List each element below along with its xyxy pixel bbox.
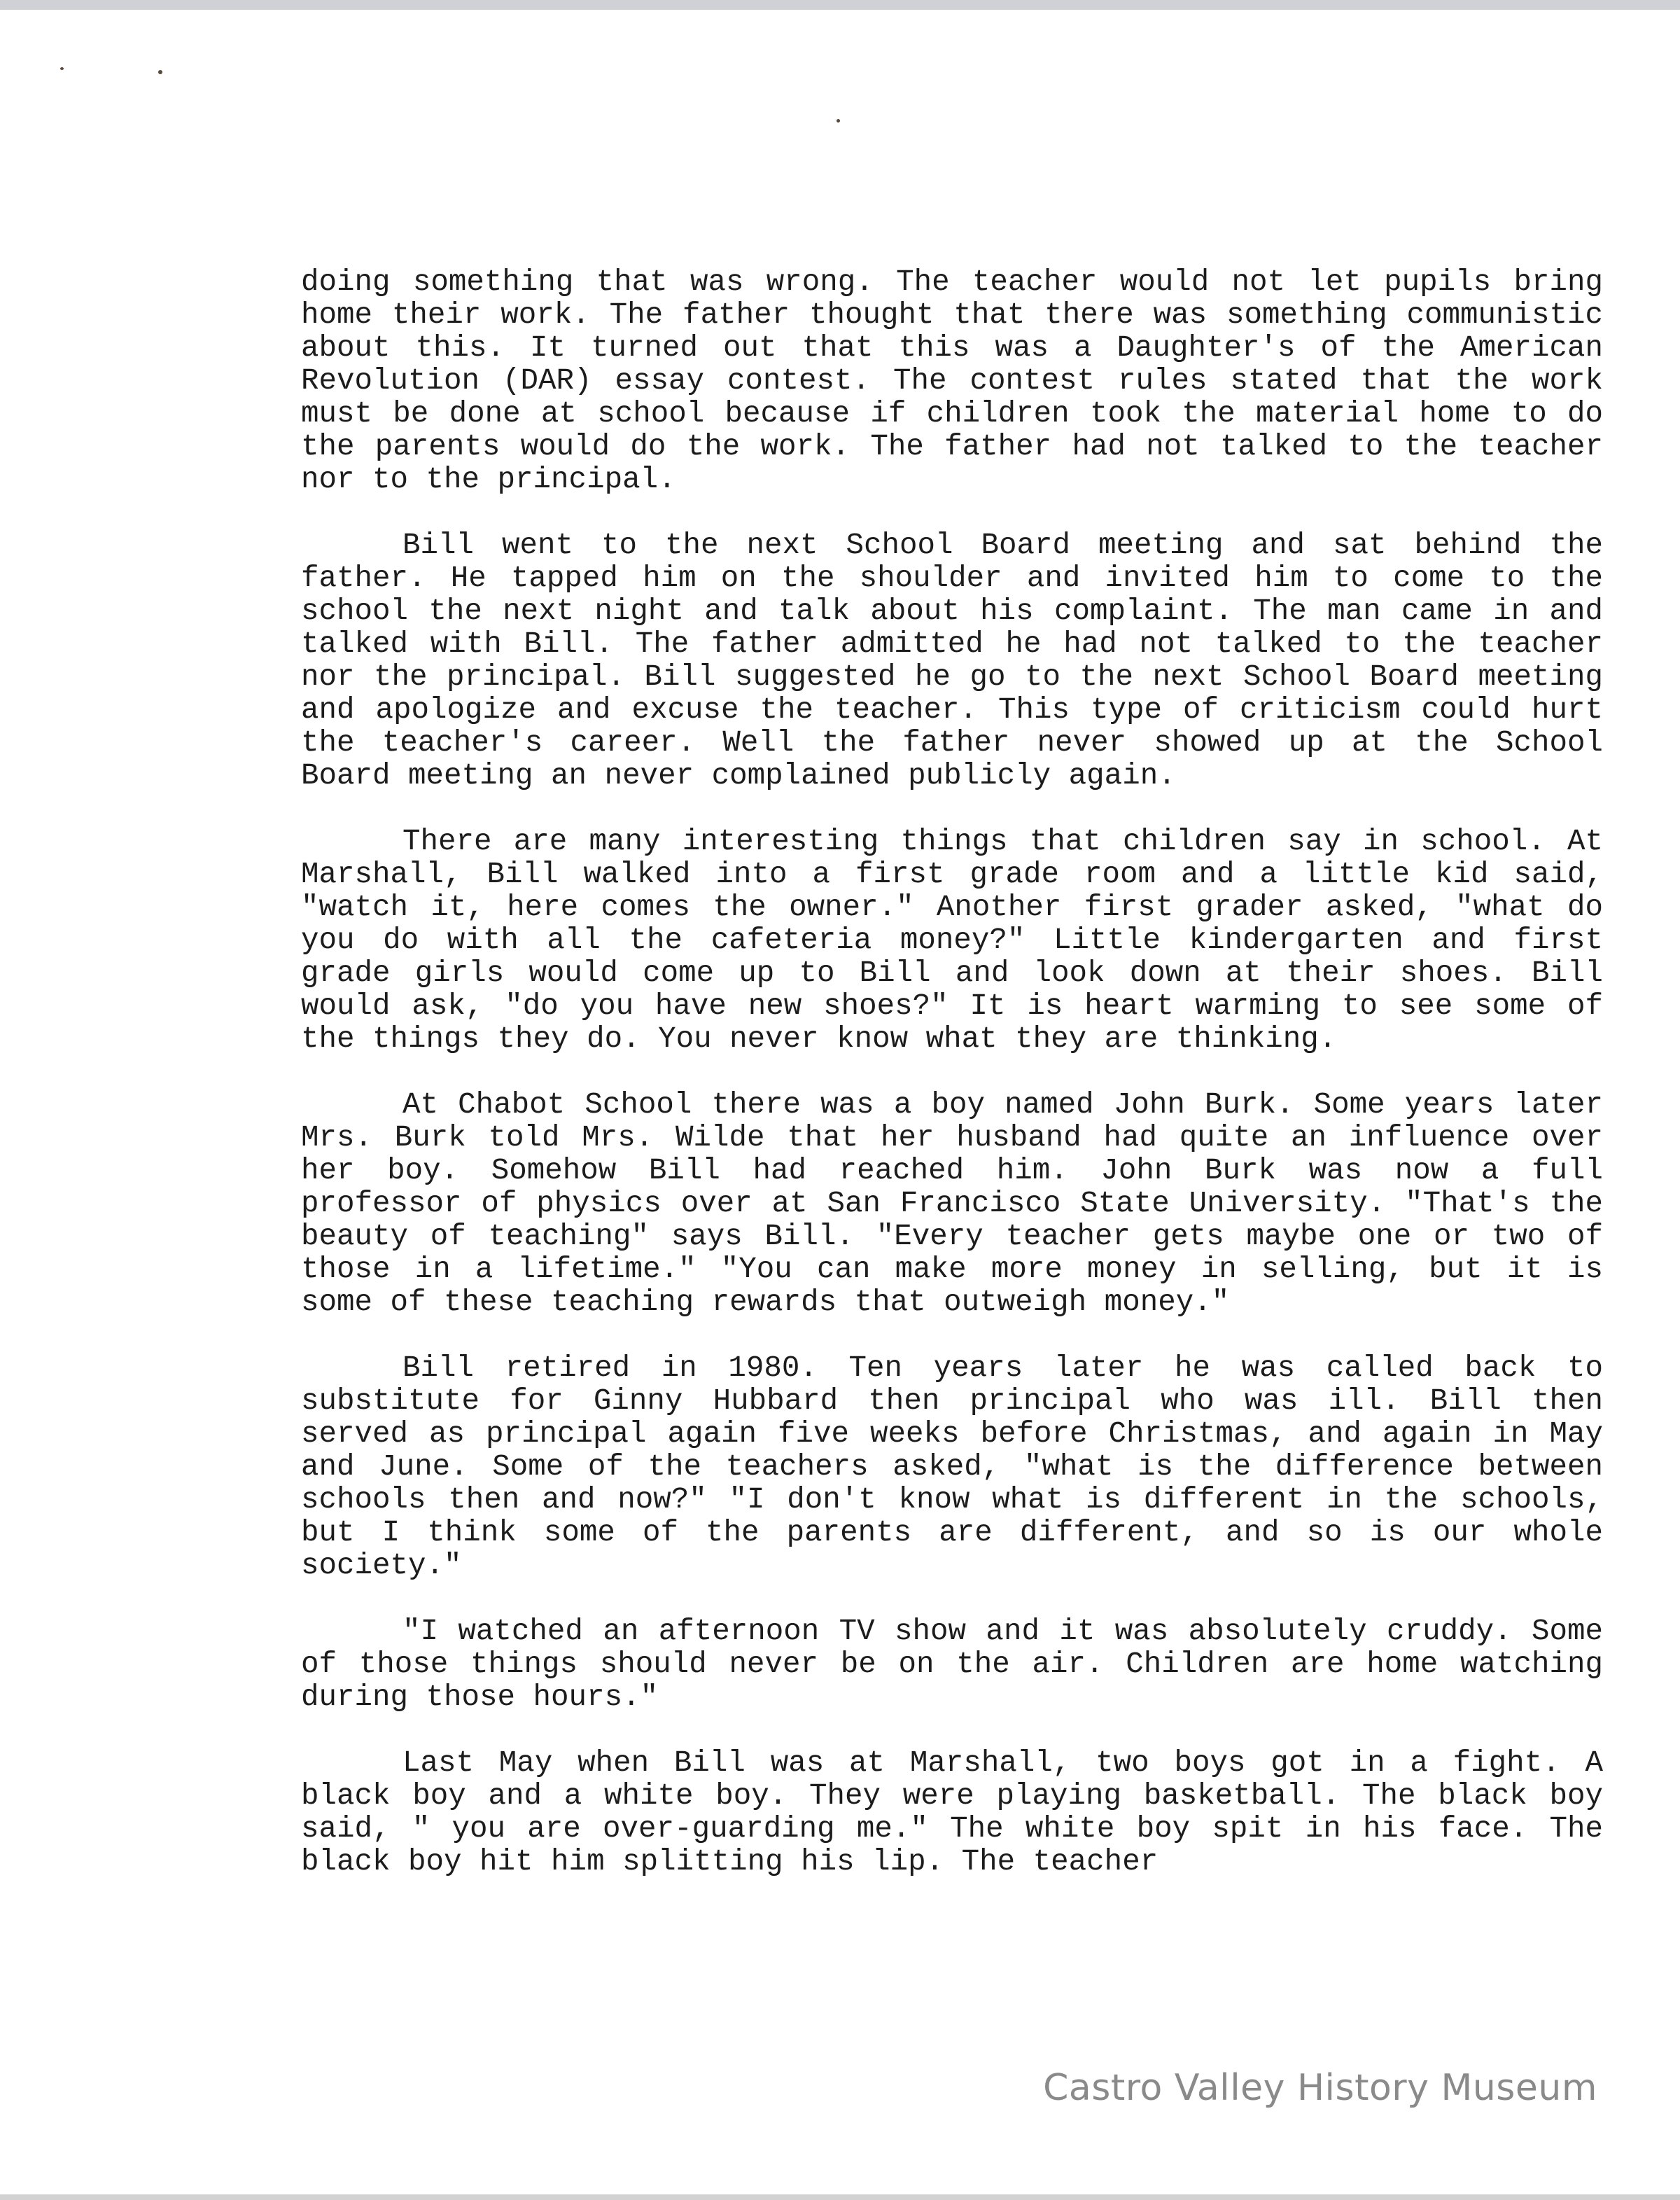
document-body [301, 266, 1603, 1912]
dust-speck [60, 67, 64, 70]
paragraph: Bill retired in 1980. Ten years later he was called back to substitute for Ginny Hubbard then principal who was ill. Bill then served as principal again five weeks before Christmas, and again in May and June. Some of the teachers asked, "what is the difference between schools then and now?" "I don't know what is different in the schools, but I think some of the parents are different, and so is our whole society." [301, 1351, 1603, 1582]
paragraph: doing something that was wrong. The teacher would not let pupils bring home their work. The father thought that there was something communistic about this. It turned out that this was a Daughter's of the American Revolution (DAR) essay contest. The contest rules stated that the work must be done at school because if children took the material home to do the parents would do the work. The father had not talked to the teacher nor to the principal. [301, 265, 1603, 496]
scan-edge-bottom [0, 2194, 1680, 2200]
scan-edge-top [0, 0, 1680, 10]
paragraph: There are many interesting things that children say in school. At Marshall, Bill walked into a first grade room and a little kid said, "watch it, here comes the owner." Another first grader asked, "what do you do with all the cafeteria money?" Little kindergarten and first grade girls would come up to Bill and look down at their shoes. Bill would ask, "do you have new shoes?" It is heart warming to see some of the things they do. You never know what they are thinking. [301, 825, 1603, 1056]
paragraph: Last May when Bill was at Marshall, two boys got in a fight. A black boy and a white boy. They were playing basketball. The black boy said, " you are over-guarding me." The white boy spit in his face. The black boy hit him splitting his lip. The teacher [301, 1746, 1603, 1879]
paragraph: "I watched an afternoon TV show and it was absolutely cruddy. Some of those things should never be on the air. Children are home watching during those hours." [301, 1615, 1603, 1714]
paragraph: Bill went to the next School Board meeting and sat behind the father. He tapped him on the shoulder and invited him to come to the school the next night and talk about his complaint. The man came in and talked with Bill. The father admitted he had not talked to the teacher nor the principal. Bill suggested he go to the next School Board meeting and apologize and excuse the teacher. This type of criticism could hurt the teacher's career. Well the father never showed up at the School Board meeting an never complained publicly again. [301, 529, 1603, 793]
paragraph: At Chabot School there was a boy named John Burk. Some years later Mrs. Burk told Mrs. Wilde that her husband had quite an influence over her boy. Somehow Bill had reached him. John Burk was now a full professor of physics over at San Francisco State University. "That's the beauty of teaching" says Bill. "Every teacher gets maybe one or two of those in a lifetime." "You can make more money in selling, but it is some of these teaching rewards that outweigh money." [301, 1088, 1603, 1319]
museum-watermark: Castro Valley History Museum [1043, 2067, 1597, 2109]
dust-speck [836, 119, 840, 123]
dust-speck [158, 70, 162, 74]
